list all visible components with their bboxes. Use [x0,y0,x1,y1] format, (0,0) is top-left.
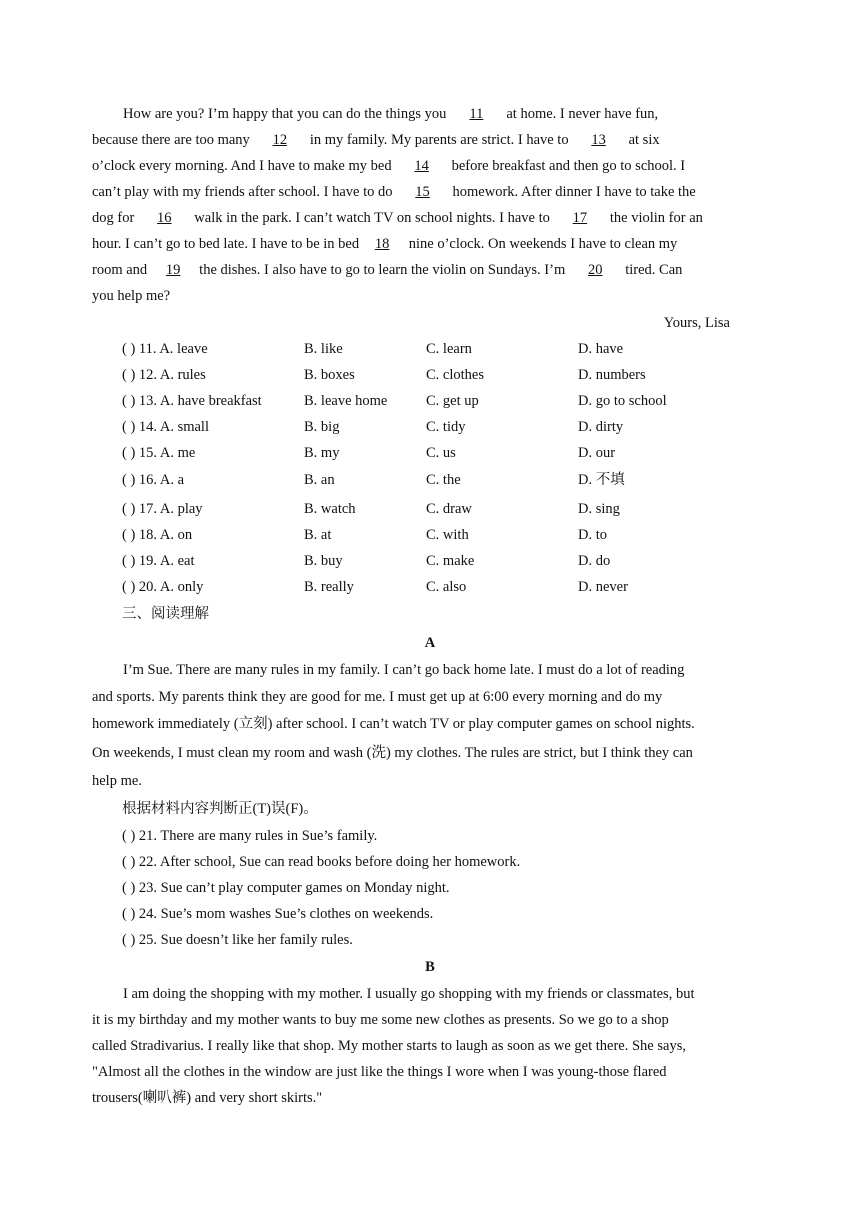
cloze-line: hour. I can’t go to bed late. I have to be in bed 18 nine o’clock. On weekends I have to clean my [92,231,732,257]
blank-13: 13 [591,132,606,148]
blank-20: 20 [587,262,603,278]
cloze-line: dog for 16 walk in the park. I can’t watch TV on school nights. I have to 17 the violin for an [92,205,732,231]
cloze-line: o’clock every morning. And I have to make my bed 14 before breakfast and then go to school. I [92,153,732,179]
tf-question: ( ) 25. Sue doesn’t like her family rules. [122,932,353,948]
passage-a: I’m Sue. There are many rules in my family. I can’t go back home late. I must do a lot of reading and sports. My parents think they are good for me. I must get up at 6:00 every morning and do my homework immediately (立刻) after school. I can’t watch TV or play computer games on school nights. On weekends, I must clean my room and wash (洗) my clothes. The rules are strict, but I think they can help me. [92,662,695,789]
blank-16: 16 [157,210,172,226]
blank-17: 17 [572,210,588,226]
cloze-line: can’t play with my friends after school. I have to do 15 homework. After dinner I have to take the [92,179,732,205]
passage-b-title: B [425,959,435,975]
tf-question: ( ) 23. Sue can’t play computer games on Monday night. [122,880,450,896]
tf-question: ( ) 21. There are many rules in Sue’s family. [122,828,378,844]
blank-12: 12 [272,132,288,148]
tf-question: ( ) 22. After school, Sue can read books before doing her homework. [122,854,521,870]
blank-18: 18 [374,236,390,252]
cloze-line: you help me? [92,288,171,304]
blank-11: 11 [469,106,484,122]
tf-question: ( ) 24. Sue’s mom washes Sue’s clothes on weekends. [122,906,434,922]
instruction: 根据材料内容判断正(T)误(F)。 [122,801,318,817]
blank-19: 19 [165,262,181,278]
passage-b: I am doing the shopping with my mother. I usually go shopping with my friends or classmates, but it is my birthday and my mother wants to buy me some new clothes as presents. So we go to a shop called Stradivarius. I really like that shop. My mother starts to laugh as soon as we get there. She says, "Almost all the clothes in the window are just like the things I wore when I was young-those flared trousers(喇叭裤) and very short skirts." [92,986,695,1106]
blank-14: 14 [414,158,429,174]
cloze-passage [92,101,732,309]
cloze-line: How are you? I’m happy that you can do the things you 11 at home. I never have fun, [92,101,732,127]
cloze-line: because there are too many 12 in my family. My parents are strict. I have to 13 at six [92,127,732,153]
passage-a-title: A [424,635,436,651]
blank-15: 15 [415,184,430,200]
section-heading: 三、阅读理解 [122,606,209,622]
cloze-line: room and 19 the dishes. I also have to go to learn the violin on Sundays. I’m 20 tired. Can [92,257,732,283]
signature: Yours, Lisa [663,315,730,331]
